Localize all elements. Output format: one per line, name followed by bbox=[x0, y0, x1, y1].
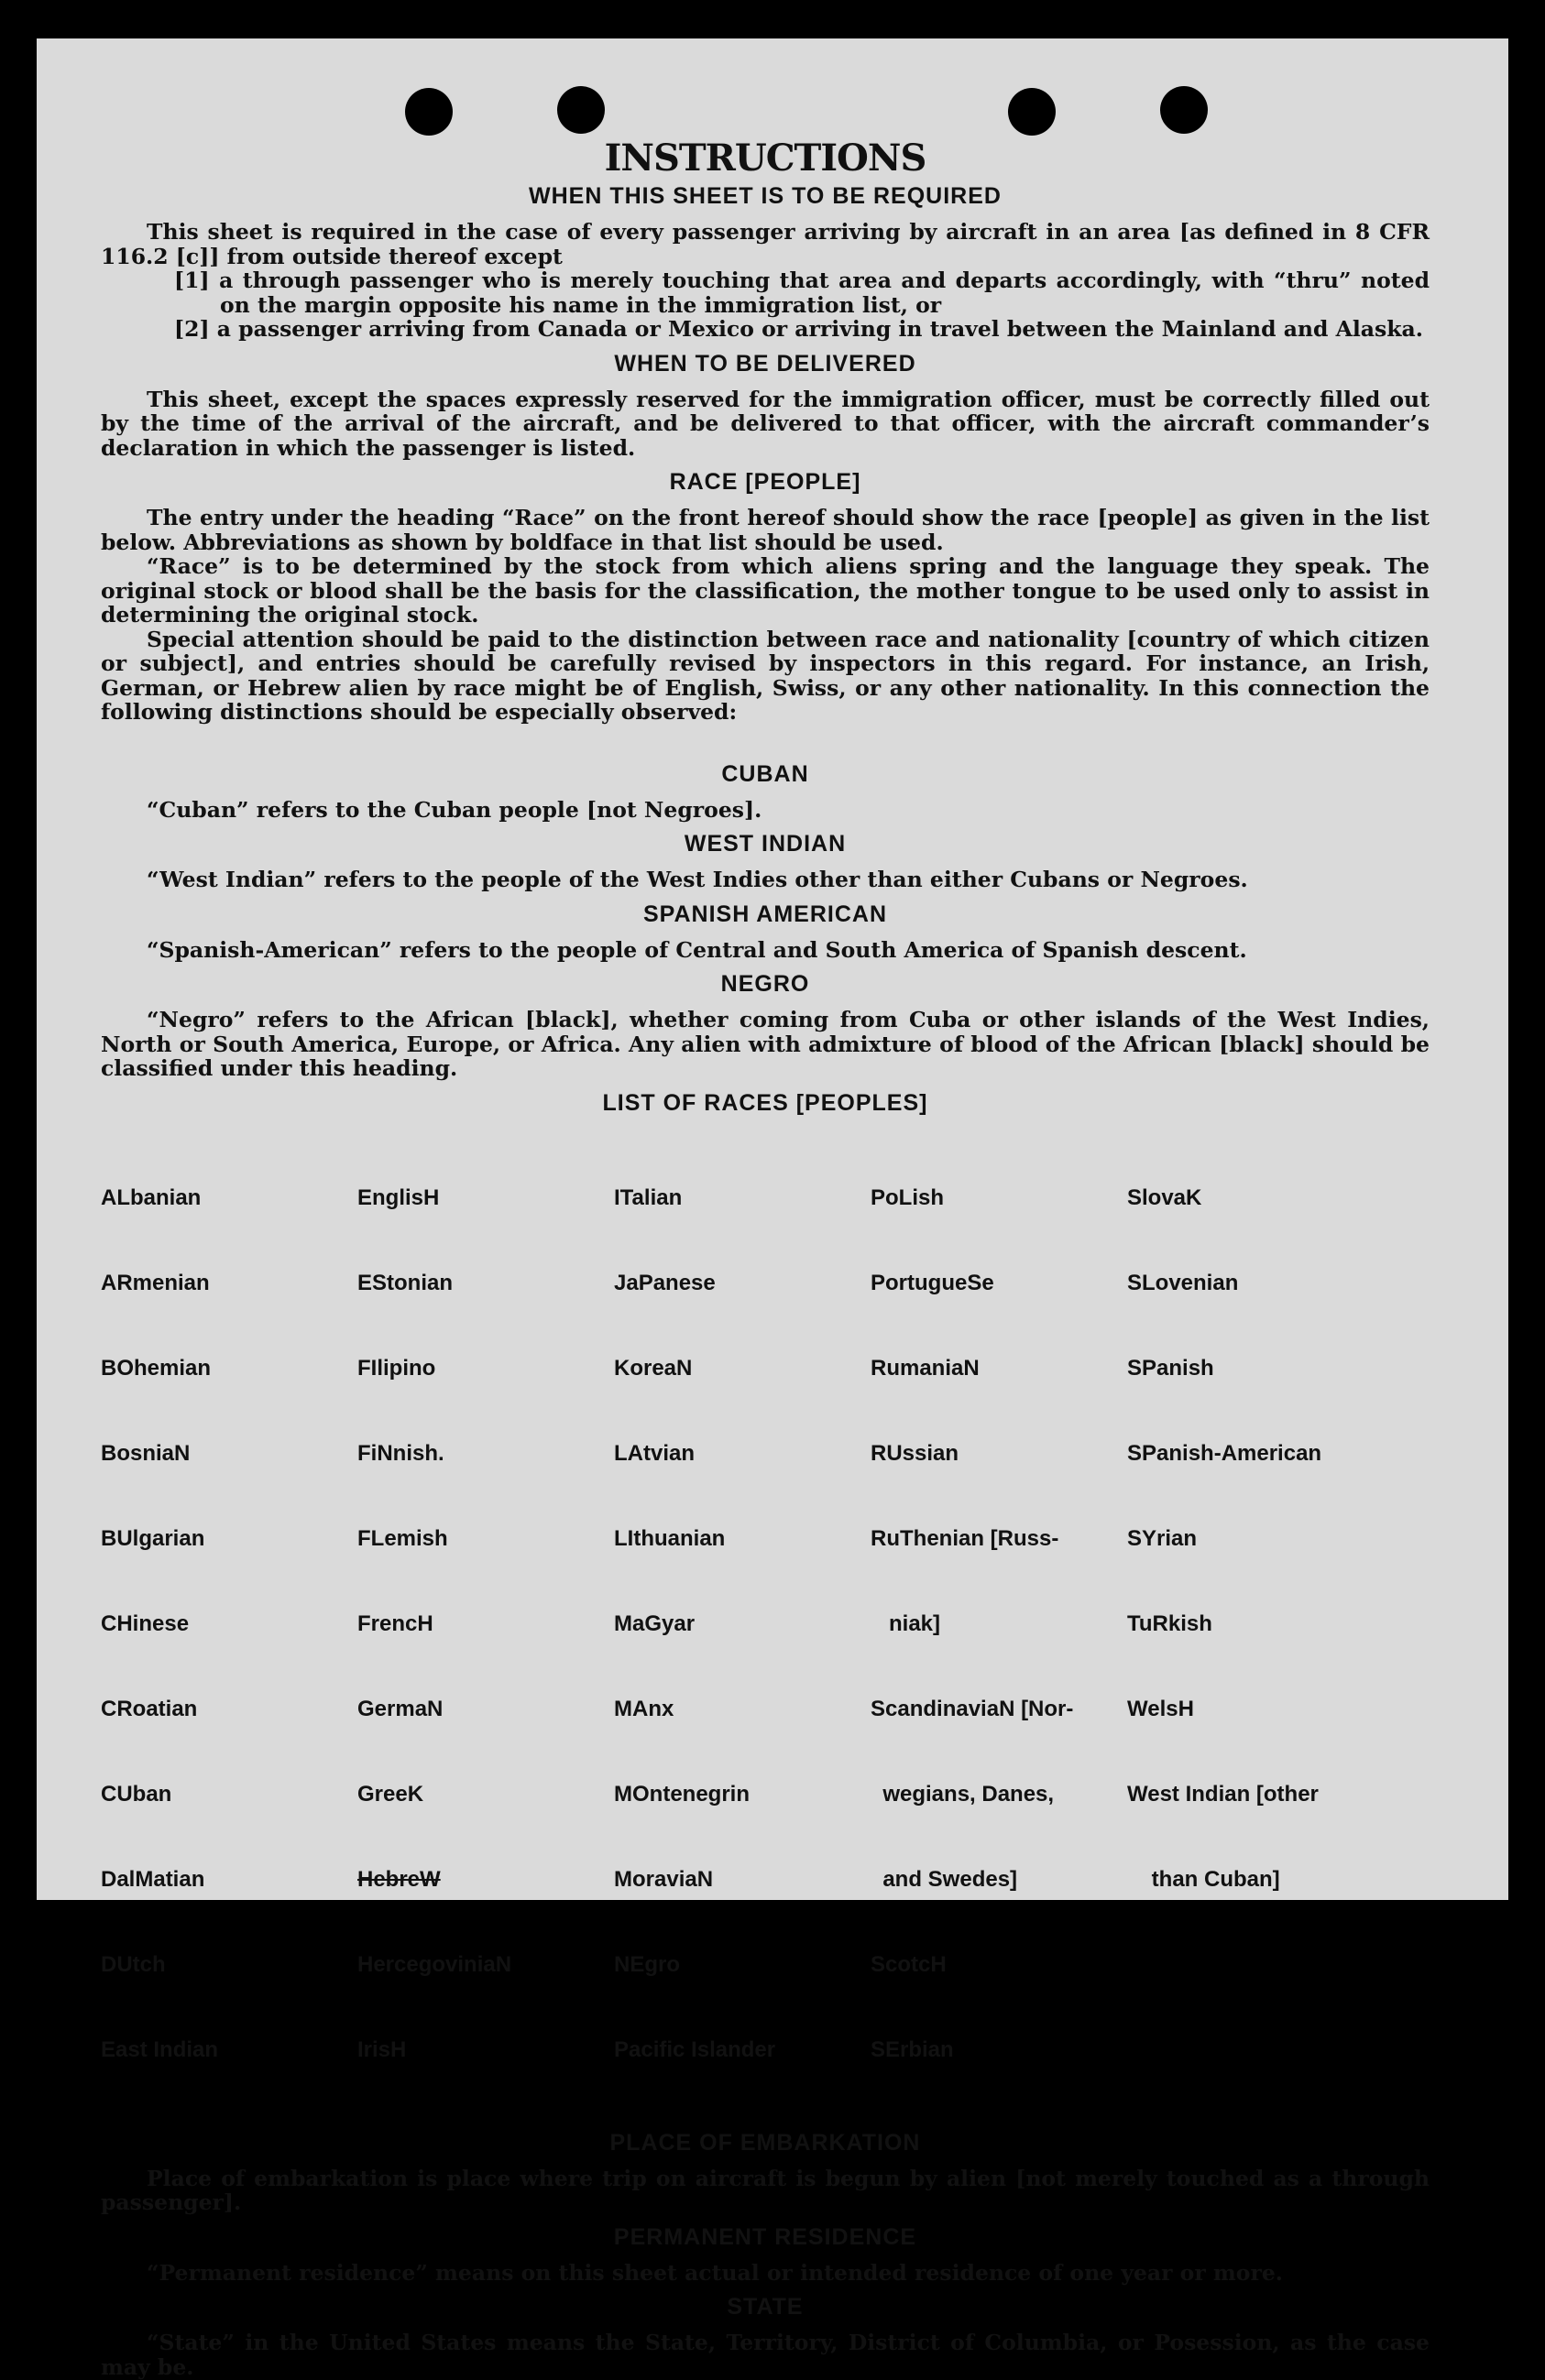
list-item: than Cuban] bbox=[1127, 1866, 1280, 1892]
list-item: CRoatian bbox=[101, 1696, 198, 1721]
list-item: wegians, Danes, bbox=[871, 1781, 1055, 1807]
list-item: DUtch bbox=[101, 1951, 166, 1977]
list-item: TuRkish bbox=[1127, 1610, 1212, 1636]
race-paragraph-3: Special attention should be paid to the distinction between race and nationality [country of which citizen or subject], and entries should be carefully revised by inspectors in this regard. For instance, an Irish, German, or Hebrew alien by race might be of English, Swiss, or any other nationality. In this connection the following distinctions should be especially observed: bbox=[101, 626, 1430, 725]
list-item: IrisH bbox=[357, 2036, 407, 2062]
list-item: RumaniaN bbox=[871, 1355, 980, 1381]
list-item: BOhemian bbox=[101, 1355, 212, 1381]
list-item: SPanish bbox=[1127, 1355, 1214, 1381]
list-item: and Swedes] bbox=[871, 1866, 1018, 1892]
list-item: niak] bbox=[871, 1610, 941, 1636]
heading-when-delivered: WHEN TO BE DELIVERED bbox=[614, 350, 916, 377]
list-item: Pacific Islander bbox=[614, 2036, 776, 2062]
heading-when-required: WHEN THIS SHEET IS TO BE REQUIRED bbox=[529, 183, 1002, 209]
list-item: FrencH bbox=[357, 1610, 433, 1636]
list-item: ALbanian bbox=[101, 1185, 202, 1210]
heading-spanish-american: SPANISH AMERICAN bbox=[642, 901, 887, 927]
list-item: West Indian [other bbox=[1127, 1781, 1319, 1807]
list-item: GermaN bbox=[357, 1696, 444, 1721]
list-item: GreeK bbox=[357, 1781, 424, 1807]
heading-negro: NEGRO bbox=[720, 971, 810, 997]
list-item: KoreaN bbox=[614, 1355, 693, 1381]
negro-text: “Negro” refers to the African [black], whether coming from Cuba or other islands of the West Indies, North or South America, Europe, or Africa. Any alien with admixture of blood of the African [black] should be classified under this heading. bbox=[101, 1007, 1430, 1081]
punch-hole bbox=[1008, 88, 1056, 136]
heading-race: RACE [PEOPLE] bbox=[669, 469, 861, 495]
punch-hole bbox=[1160, 86, 1208, 134]
list-item: SPanish-American bbox=[1127, 1440, 1322, 1466]
list-item: CUban bbox=[101, 1781, 172, 1807]
list-item: ScandinaviaN [Nor- bbox=[871, 1696, 1074, 1721]
list-item: MoraviaN bbox=[614, 1866, 714, 1892]
list-item: ScotcH bbox=[871, 1951, 947, 1977]
list-item: EStonian bbox=[357, 1270, 454, 1295]
list-item: RUssian bbox=[871, 1440, 959, 1466]
race-column bbox=[357, 1127, 614, 2121]
list-item: HebreW bbox=[357, 1866, 441, 1892]
delivered-text: This sheet, except the spaces expressly reserved for the immigration officer, must be correctly filled out by the time of the arrival of the aircraft, and be delivered to that officer, with the aircraft commander’s declaration in which the passenger is listed. bbox=[101, 386, 1430, 461]
list-item: LAtvian bbox=[614, 1440, 696, 1466]
list-item: SLovenian bbox=[1127, 1270, 1239, 1295]
list-item: DalMatian bbox=[101, 1866, 205, 1892]
embarkation-text: Place of embarkation is place where trip on aircraft is begun by alien [not merely touched as a through passenger]. bbox=[101, 2165, 1430, 2215]
races-list bbox=[101, 1127, 1430, 2121]
page-title: INSTRUCTIONS bbox=[604, 136, 926, 180]
list-item: JaPanese bbox=[614, 1270, 716, 1295]
required-item-2: [2] a passenger arriving from Canada or Mexico or arriving in travel between the Mainland and Alaska. bbox=[174, 316, 1423, 342]
residence-text: “Permanent residence” means on this sheet actual or intended residence of one year or more. bbox=[147, 2259, 1283, 2286]
required-intro: This sheet is required in the case of every passenger arriving by aircraft in an area [as defined in 8 CFR 116.2 [c]] from outside thereof except bbox=[101, 219, 1430, 269]
heading-state: STATE bbox=[727, 2294, 804, 2320]
punch-hole bbox=[557, 86, 605, 134]
heading-list-of-races: LIST OF RACES [PEOPLES] bbox=[602, 1089, 928, 1116]
required-item-1: [1] a through passenger who is merely touching that area and departs accordingly, with “thru” noted on the margin opposite his name in the immigration list, or bbox=[174, 267, 1430, 318]
punch-hole bbox=[405, 88, 453, 136]
list-item: HercegoviniaN bbox=[357, 1951, 512, 1977]
race-column bbox=[871, 1127, 1127, 2121]
list-item: SYrian bbox=[1127, 1525, 1198, 1551]
list-item: MaGyar bbox=[614, 1610, 696, 1636]
list-item: EnglisH bbox=[357, 1185, 440, 1210]
race-column bbox=[101, 1127, 357, 2121]
heading-permanent-residence: PERMANENT RESIDENCE bbox=[613, 2223, 917, 2250]
race-column bbox=[1127, 1127, 1384, 2121]
race-paragraph-2: “Race” is to be determined by the stock from which aliens spring and the language they speak. The original stock or blood shall be the basis for the classification, the mother tongue to be used only to assist in determining the original stock. bbox=[101, 553, 1430, 628]
list-item: MOntenegrin bbox=[614, 1781, 750, 1807]
list-item: MAnx bbox=[614, 1696, 674, 1721]
list-item: RuThenian [Russ- bbox=[871, 1525, 1059, 1551]
list-item: SlovaK bbox=[1127, 1185, 1202, 1210]
list-item: ITalian bbox=[614, 1185, 683, 1210]
list-item: LIthuanian bbox=[614, 1525, 726, 1551]
list-item: PoLish bbox=[871, 1185, 945, 1210]
list-item: PortugueSe bbox=[871, 1270, 994, 1295]
list-item: FIlipino bbox=[357, 1355, 436, 1381]
list-item: BUlgarian bbox=[101, 1525, 205, 1551]
instructions-content bbox=[101, 137, 1430, 2379]
list-item: SErbian bbox=[871, 2036, 954, 2062]
state-text: “State” in the United States means the State, Territory, District of Columbia, or Posession, as the case may be. bbox=[101, 2330, 1430, 2380]
race-paragraph-1: The entry under the heading “Race” on the front hereof should show the race [people] as given in the list below. Abbreviations as shown by boldface in that list should be used. bbox=[101, 505, 1430, 555]
west-indian-text: “West Indian” refers to the people of the West Indies other than either Cubans or Negroes. bbox=[147, 867, 1248, 892]
list-item: BosniaN bbox=[101, 1440, 191, 1466]
list-item: CHinese bbox=[101, 1610, 190, 1636]
list-item: WelsH bbox=[1127, 1696, 1194, 1721]
list-item: ARmenian bbox=[101, 1270, 210, 1295]
cuban-text: “Cuban” refers to the Cuban people [not Negroes]. bbox=[147, 796, 762, 823]
heading-west-indian: WEST INDIAN bbox=[684, 831, 847, 857]
spanish-american-text: “Spanish-American” refers to the people of Central and South America of Spanish descent. bbox=[147, 936, 1247, 963]
list-item: East Indian bbox=[101, 2036, 219, 2062]
list-item: FiNnish. bbox=[357, 1440, 444, 1466]
list-item: FLemish bbox=[357, 1525, 448, 1551]
heading-place-of-embarkation: PLACE OF EMBARKATION bbox=[609, 2129, 921, 2156]
list-item: NEgro bbox=[614, 1951, 680, 1977]
race-column bbox=[614, 1127, 871, 2121]
heading-cuban: CUBAN bbox=[721, 760, 809, 787]
